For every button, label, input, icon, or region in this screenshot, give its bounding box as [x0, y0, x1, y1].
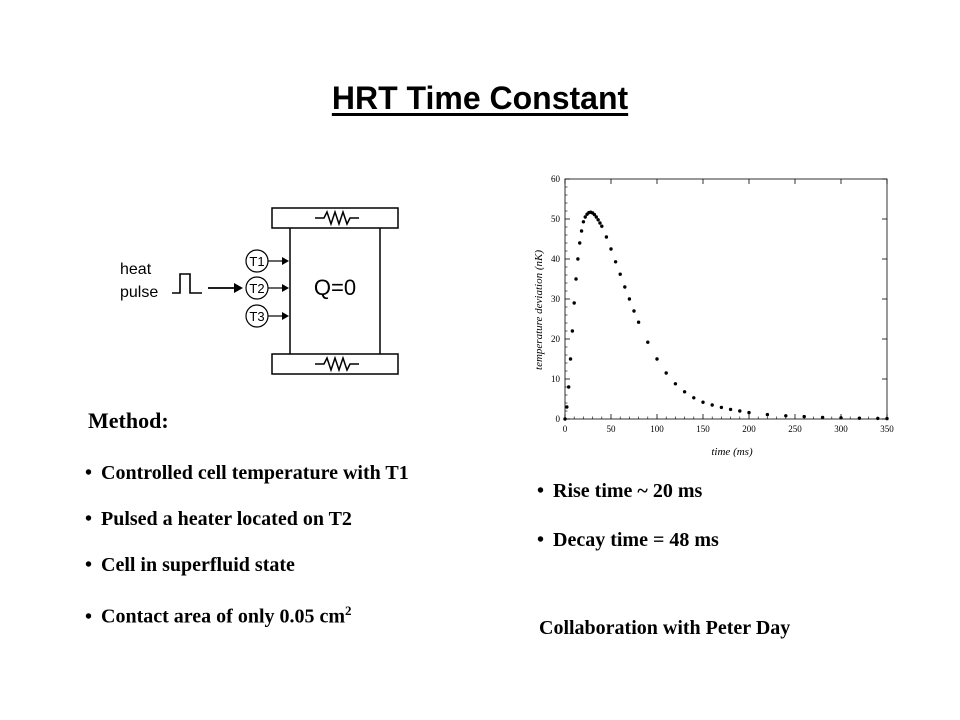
data-point	[571, 329, 574, 332]
data-point	[584, 215, 587, 218]
bullet-icon: •	[537, 529, 545, 551]
x-tick-label: 150	[696, 424, 710, 434]
thermometer-t1	[246, 250, 289, 272]
x-tick-label: 250	[788, 424, 802, 434]
data-point	[711, 403, 714, 406]
method-bullet: • Contact area of only 0.05 $cm^2$	[85, 593, 409, 639]
data-point	[573, 301, 576, 304]
data-point	[632, 309, 635, 312]
x-tick-label: 300	[834, 424, 848, 434]
pulse-shape-icon	[172, 274, 202, 293]
data-point	[784, 414, 787, 417]
data-point	[569, 357, 572, 360]
data-point	[646, 341, 649, 344]
thermometer-t3	[246, 305, 289, 327]
method-bullet: • Pulsed a heater located on T2	[85, 501, 409, 547]
thermometer-t2	[246, 277, 289, 299]
data-point	[692, 396, 695, 399]
bullet-icon: •	[85, 554, 93, 576]
bullet-icon: •	[537, 480, 545, 502]
data-point	[582, 220, 585, 223]
chart-frame	[565, 179, 887, 419]
data-point	[876, 417, 879, 420]
x-tick-label: 50	[606, 424, 616, 434]
bullet-icon: •	[85, 605, 93, 628]
data-point	[701, 401, 704, 404]
chart-ylabel: temperature deviation (nK)	[533, 250, 545, 370]
data-point	[674, 382, 677, 385]
data-point	[738, 409, 741, 412]
superscript: 2	[345, 603, 352, 618]
data-point	[598, 221, 601, 224]
x-tick-label: 100	[650, 424, 664, 434]
data-point	[839, 416, 842, 419]
data-point	[665, 371, 668, 374]
method-heading: Method:	[88, 408, 169, 433]
y-tick-label: 20	[551, 334, 560, 344]
slide-title: HRT Time Constant	[331, 80, 629, 116]
temperature-chart	[520, 165, 900, 465]
data-point	[574, 277, 577, 280]
data-point	[729, 408, 732, 411]
bullet-icon: •	[85, 508, 93, 530]
x-tick-label: 350	[880, 424, 894, 434]
data-point	[578, 241, 581, 244]
pulse-label: pulse	[120, 284, 159, 301]
data-point	[683, 390, 686, 393]
data-point	[655, 357, 658, 360]
method-bullet-list	[85, 455, 409, 639]
data-point	[596, 218, 599, 221]
plot-area-border	[565, 179, 887, 419]
chart-ticks	[551, 174, 894, 434]
data-point	[580, 229, 583, 232]
bullet-icon: •	[85, 462, 93, 484]
y-tick-label: 60	[551, 174, 560, 184]
data-point	[803, 415, 806, 418]
data-point	[567, 385, 570, 388]
x-tick-label: 200	[742, 424, 756, 434]
data-point	[766, 413, 769, 416]
chart-points	[563, 211, 888, 421]
data-point	[563, 417, 566, 420]
y-tick-label: 0	[555, 414, 560, 424]
q-equals-zero: Q=0	[313, 275, 357, 300]
y-tick-label: 50	[551, 214, 560, 224]
svg-text:T1: T1	[249, 254, 265, 269]
svg-text:T3: T3	[249, 309, 265, 324]
data-point	[720, 406, 723, 409]
data-point	[605, 235, 608, 238]
data-point	[576, 257, 579, 260]
x-tick-label: 0	[562, 424, 568, 434]
data-point	[628, 297, 631, 300]
result-bullet-list	[537, 473, 719, 571]
data-point	[619, 273, 622, 276]
method-bullet: • Controlled cell temperature with T1	[85, 455, 409, 501]
chart-xlabel: time (ms)	[711, 446, 753, 458]
data-point	[595, 215, 598, 218]
data-point	[821, 416, 824, 419]
y-tick-label: 40	[551, 254, 560, 264]
data-point	[885, 417, 888, 420]
data-point	[609, 247, 612, 250]
heat-label: heat	[120, 261, 152, 278]
data-point	[747, 411, 750, 414]
data-point	[858, 417, 861, 420]
result-bullet: • Rise time ~ 20 ms	[537, 473, 719, 522]
collaboration-note: Collaboration with Peter Day	[539, 617, 791, 639]
y-tick-label: 30	[551, 294, 560, 304]
data-point	[637, 321, 640, 324]
data-point	[614, 260, 617, 263]
method-bullet: • Cell in superfluid state	[85, 547, 409, 593]
result-bullet: • Decay time = 48 ms	[537, 522, 719, 571]
svg-text:T2: T2	[249, 281, 265, 296]
heat-arrow-head-icon	[234, 283, 243, 293]
y-tick-label: 10	[551, 374, 560, 384]
data-point	[623, 285, 626, 288]
cell-diagram	[110, 200, 410, 380]
data-point	[565, 405, 568, 408]
data-point	[600, 225, 603, 228]
